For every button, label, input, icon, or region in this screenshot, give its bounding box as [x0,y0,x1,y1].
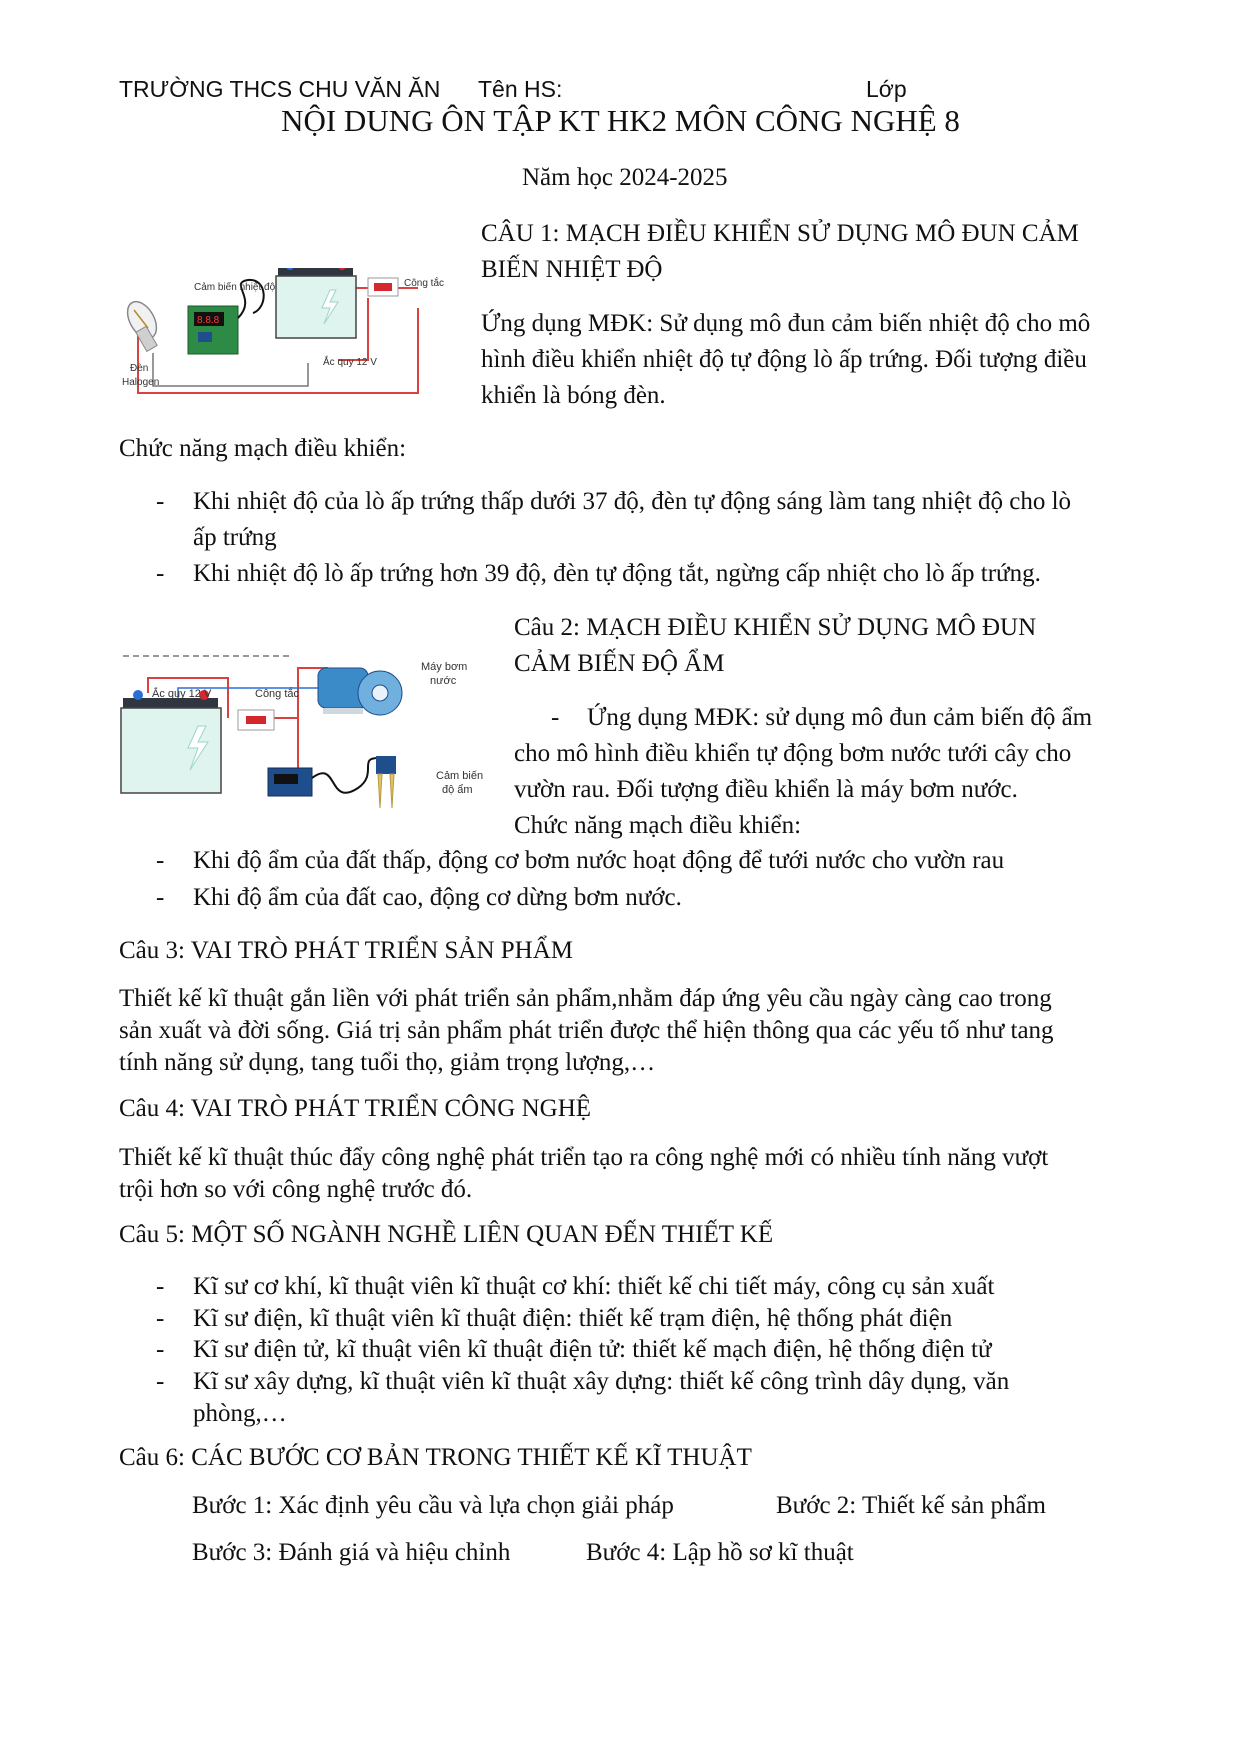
q1-application-line: khiển là bóng đèn. [481,382,666,409]
q5-bullet: - Kĩ sư điện tử, kĩ thuật viên kĩ thuật điện tử: thiết kế mạch điện, hệ thống điện tử [156,1334,1156,1366]
switch-icon [368,278,398,296]
bullet-text: Kĩ sư điện tử, kĩ thuật viên kĩ thuật điện tử: thiết kế mạch điện, hệ thống điện tử [193,1336,992,1363]
q4-heading: Câu 4: VAI TRÒ PHÁT TRIỂN CÔNG NGHỆ [119,1095,592,1122]
figure1-lamp-label-2: Halogen [122,377,160,388]
q1-application-line: hình điều khiển nhiệt độ tự động lò ấp trứng. Đối tượng điều [481,346,1087,373]
q5-bullet: - Kĩ sư xây dựng, kĩ thuật viên kĩ thuật xây dựng: thiết kế công trình dây dụng, văn phòng,… [156,1366,1156,1430]
moisture-circuit-figure [118,648,488,818]
school-year: Năm học 2024-2025 [522,164,728,191]
figure1-lamp-label: Đèn [130,363,149,374]
q3-line: tính năng sử dụng, tang tuổi thọ, giảm trọng lượng,… [119,1049,656,1076]
moisture-sensor-module-icon [268,756,396,808]
halogen-lamp-icon [122,297,163,352]
q2-application-line: vườn rau. Đối tượng điều khiển là máy bơm nước. [514,776,1018,803]
bullet-text: Khi độ ẩm của đất thấp, động cơ bơm nước hoạt động để tưới nước cho vườn rau [193,847,1005,874]
q4-line: Thiết kế kĩ thuật thúc đẩy công nghệ phát triển tạo ra công nghệ mới có nhiều tính năng vượt [119,1144,1049,1171]
q6-step-1: Bước 1: Xác định yêu cầu và lựa chọn giải pháp [192,1492,674,1519]
battery-icon [276,268,356,338]
q5-bullet: - Kĩ sư điện, kĩ thuật viên kĩ thuật điện: thiết kế trạm điện, hệ thống phát điện [156,1303,1156,1335]
bullet-text: Khi độ ẩm của đất cao, động cơ dừng bơm nước. [193,884,682,911]
q3-body [119,983,1054,1079]
q4-body [119,1142,1048,1206]
q2-bullet: - Khi độ ẩm của đất cao, động cơ dừng bơm nước. [156,882,1156,918]
figure2-battery-label: Ắc quy 12 V [152,688,212,700]
q3-heading: Câu 3: VAI TRÒ PHÁT TRIỂN SẢN PHẨM [119,937,574,964]
bullet-text: Kĩ sư cơ khí, kĩ thuật viên kĩ thuật cơ khí: thiết kế chi tiết máy, công cụ sản xuất [193,1273,995,1300]
bullet-text: Kĩ sư điện, kĩ thuật viên kĩ thuật điện: thiết kế trạm điện, hệ thống phát điện [193,1305,953,1332]
q3-line: sản xuất và đời sống. Giá trị sản phẩm phát triển được thể hiện thông qua các yếu tố như tang [119,1017,1054,1044]
q6-heading: Câu 6: CÁC BƯỚC CƠ BẢN TRONG THIẾT KẾ KĨ THUẬT [119,1444,752,1471]
q1-heading-cont: BIẾN NHIỆT ĐỘ [481,256,663,283]
q5-bullet: - Kĩ sư cơ khí, kĩ thuật viên kĩ thuật cơ khí: thiết kế chi tiết máy, công cụ sản xuất [156,1271,1156,1303]
figure1-switch-label: Công tắc [404,278,445,289]
figure1-sensor-label: Cảm biến nhiệt độ [194,282,276,293]
q2-application-line: cho mô hình điều khiển tự động bơm nước tưới cây cho [514,740,1072,767]
q4-line: trội hơn so với công nghệ trước đó. [119,1176,473,1203]
bullet-text-cont: ấp trứng [193,524,277,551]
q6-step-4: Bước 4: Lập hồ sơ kĩ thuật [586,1539,854,1566]
bullet-text: Khi nhiệt độ của lò ấp trứng thấp dưới 37 độ, đèn tự động sáng làm tang nhiệt độ cho lò [193,488,1072,515]
wire [153,353,308,386]
q2-heading-cont: CẢM BIẾN ĐỘ ẨM [514,650,725,677]
q2-bullet: - Khi độ ẩm của đất thấp, động cơ bơm nước hoạt động để tưới nước cho vườn rau [156,845,1156,881]
q1-function-heading: Chức năng mạch điều khiển: [119,435,407,462]
figure2-sensor-label: Cảm biến [436,770,484,782]
battery-icon [121,690,221,793]
q1-heading: CÂU 1: MẠCH ĐIỀU KHIỂN SỬ DỤNG MÔ ĐUN CẢM [481,220,1079,247]
q6-step-2: Bước 2: Thiết kế sản phẩm [776,1492,1047,1519]
q1-bullet: - Khi nhiệt độ lò ấp trứng hơn 39 độ, đèn tự động tắt, ngừng cấp nhiệt cho lò ấp trứng. [156,558,1156,594]
q1-bullet: - Khi nhiệt độ của lò ấp trứng thấp dưới 37 độ, đèn tự động sáng làm tang nhiệt độ cho lò ấp trứng [156,486,1156,556]
figure2-pump-label: Máy bơm [421,661,468,673]
figure1-battery-label: Ắc quy 12 V [323,357,377,368]
bullet-text: Khi nhiệt độ lò ấp trứng hơn 39 độ, đèn tự động tắt, ngừng cấp nhiệt cho lò ấp trứng. [193,560,1041,587]
q6-step-3: Bước 3: Đánh giá và hiệu chỉnh [192,1539,511,1566]
page-title: NỘI DUNG ÔN TẬP KT HK2 MÔN CÔNG NGHỆ 8 [281,103,960,138]
class-label: Lớp [866,76,907,102]
q5-heading: Câu 5: MỘT SỐ NGÀNH NGHỀ LIÊN QUAN ĐẾN THIẾT KẾ [119,1221,774,1248]
figure2-switch-label: Công tắc [255,688,300,700]
student-name-label: Tên HS: [478,76,563,102]
water-pump-icon [318,668,402,715]
q3-line: Thiết kế kĩ thuật gắn liền với phát triển sản phẩm,nhằm đáp ứng yêu cầu ngày càng cao trong [119,985,1052,1012]
bullet-text: Kĩ sư xây dựng, kĩ thuật viên kĩ thuật xây dựng: thiết kế công trình dây dụng, văn [193,1368,1010,1395]
figure2-sensor-label-2: độ ẩm [442,784,473,796]
q2-application-dash: - [551,704,560,731]
switch-icon [238,710,274,730]
school-name: TRƯỜNG THCS CHU VĂN ĂN [119,76,441,102]
q2-heading: Câu 2: MẠCH ĐIỀU KHIỂN SỬ DỤNG MÔ ĐUN [514,614,1037,641]
figure2-pump-label-2: nước [430,675,457,687]
q2-application-line: Ứng dụng MĐK: sử dụng mô đun cảm biến độ ẩm [587,704,1093,731]
svg-text:8.8.8: 8.8.8 [197,315,220,326]
q1-application-line: Ứng dụng MĐK: Sử dụng mô đun cảm biến nhiệt độ cho mô [481,310,1091,337]
bullet-text-cont: phòng,… [193,1400,287,1427]
q2-function-heading: Chức năng mạch điều khiển: [514,812,802,839]
